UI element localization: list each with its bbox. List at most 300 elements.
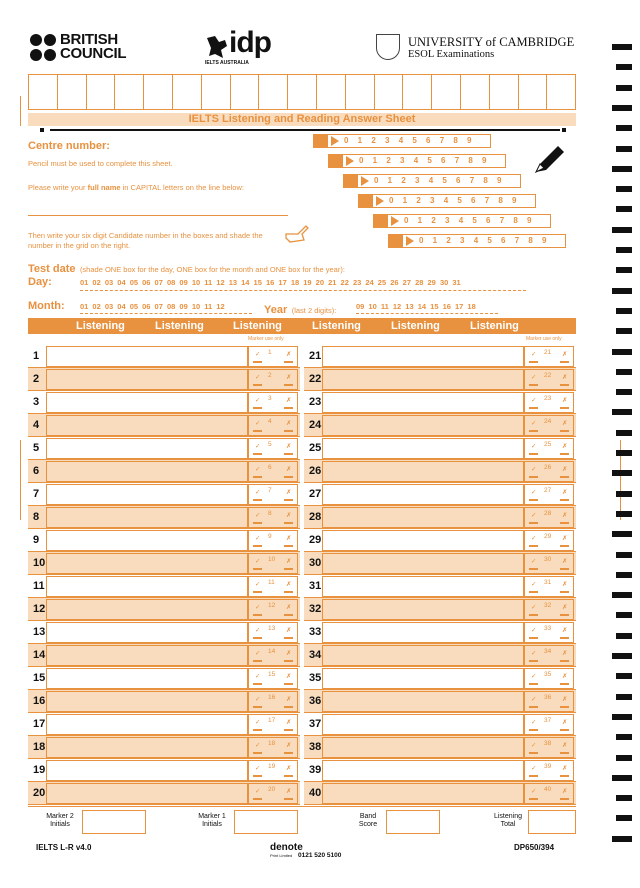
cross-shade[interactable] — [284, 407, 293, 409]
left-margin-mark-2 — [20, 440, 21, 520]
question-number: 24 — [309, 419, 322, 431]
tick-icon: ✓ — [255, 742, 261, 749]
marker-number: 14 — [268, 648, 276, 655]
digit-strip-4-digits: 0 1 2 3 4 5 6 7 8 9 — [389, 196, 517, 205]
cross-icon: ✗ — [562, 742, 568, 749]
cross-icon: ✗ — [286, 742, 292, 749]
answer-box[interactable] — [46, 438, 248, 459]
answer-box[interactable] — [46, 783, 248, 804]
marker-box[interactable] — [524, 645, 574, 666]
day-options[interactable]: 01 02 03 04 05 06 07 08 09 10 11 12 13 14 15 16 17 18 19 20 21 22 23 24 25 26 27 28 29 30 31 — [80, 278, 461, 287]
tick-icon: ✓ — [531, 512, 537, 519]
timing-mark — [612, 288, 632, 294]
marker-number: 10 — [268, 556, 276, 563]
marker-box[interactable] — [248, 576, 298, 597]
answer-box[interactable] — [322, 714, 524, 735]
marker-box[interactable] — [524, 484, 574, 505]
cross-shade[interactable] — [284, 384, 293, 386]
answer-box[interactable] — [46, 553, 248, 574]
digit-strip-1-digits: 0 1 2 3 4 5 6 7 8 9 — [344, 136, 472, 145]
cross-shade[interactable] — [284, 660, 293, 662]
marker-box[interactable] — [524, 599, 574, 620]
cross-shade[interactable] — [560, 591, 569, 593]
tick-shade[interactable] — [529, 752, 538, 754]
digit-strip-3[interactable] — [357, 174, 521, 188]
marker-box[interactable] — [524, 415, 574, 436]
tick-shade[interactable] — [253, 706, 262, 708]
answer-box[interactable] — [322, 530, 524, 551]
marker1-initials-box[interactable] — [234, 810, 298, 834]
digit-strip-1[interactable] — [327, 134, 491, 148]
marker-box[interactable] — [524, 392, 574, 413]
answer-box[interactable] — [322, 645, 524, 666]
tick-shade[interactable] — [253, 453, 262, 455]
answer-box[interactable] — [322, 484, 524, 505]
cross-icon: ✗ — [286, 397, 292, 404]
tick-shade[interactable] — [253, 361, 262, 363]
cross-shade[interactable] — [560, 384, 569, 386]
cross-shade[interactable] — [284, 614, 293, 616]
digit-strip-4[interactable] — [372, 194, 536, 208]
marker-number: 27 — [544, 487, 552, 494]
cross-shade[interactable] — [560, 361, 569, 363]
marker-number: 29 — [544, 533, 552, 540]
tick-icon: ✓ — [255, 397, 261, 404]
question-number: 4 — [33, 419, 40, 431]
cross-shade[interactable] — [560, 775, 569, 777]
cross-icon: ✗ — [562, 581, 568, 588]
footer-rule — [28, 806, 576, 807]
answer-box[interactable] — [322, 783, 524, 804]
marker-number: 8 — [268, 510, 272, 517]
marker-number: 36 — [544, 694, 552, 701]
marker-box[interactable] — [248, 622, 298, 643]
pencil-icon — [532, 142, 566, 178]
cross-icon: ✗ — [562, 673, 568, 680]
tick-icon: ✓ — [255, 673, 261, 680]
tick-shade[interactable] — [253, 407, 262, 409]
marker-box[interactable] — [248, 599, 298, 620]
question-number: 3 — [33, 396, 40, 408]
tick-shade[interactable] — [529, 407, 538, 409]
timing-mark — [616, 450, 632, 456]
tick-icon: ✓ — [531, 673, 537, 680]
question-number: 36 — [309, 695, 322, 707]
cross-shade[interactable] — [284, 798, 293, 800]
marker-box[interactable] — [524, 714, 574, 735]
answer-box[interactable] — [322, 346, 524, 367]
marker-box[interactable] — [248, 415, 298, 436]
idp-logo — [205, 26, 279, 66]
cross-shade[interactable] — [284, 545, 293, 547]
idp-subtitle: IELTS AUSTRALIA — [205, 60, 249, 66]
answer-box[interactable] — [46, 737, 248, 758]
marker-box[interactable] — [248, 530, 298, 551]
cross-icon: ✗ — [286, 788, 292, 795]
answer-box[interactable] — [46, 507, 248, 528]
question-number: 32 — [309, 603, 322, 615]
cross-icon: ✗ — [286, 696, 292, 703]
tick-shade[interactable] — [529, 361, 538, 363]
marker-box[interactable] — [524, 461, 574, 482]
cambridge-shield-icon — [376, 34, 400, 60]
marker-number: 13 — [268, 625, 276, 632]
timing-mark — [612, 775, 632, 781]
marker-use-right: Marker use only — [526, 336, 562, 342]
answer-box[interactable] — [46, 484, 248, 505]
question-number: 30 — [309, 557, 322, 569]
timing-mark — [612, 409, 632, 415]
cross-shade[interactable] — [284, 522, 293, 524]
question-number: 11 — [33, 580, 45, 592]
cross-shade[interactable] — [560, 568, 569, 570]
marker-box[interactable] — [524, 530, 574, 551]
bc-dots-icon — [30, 34, 56, 62]
answer-box[interactable] — [322, 369, 524, 390]
marker-box[interactable] — [248, 737, 298, 758]
tick-icon: ✓ — [531, 742, 537, 749]
question-number: 2 — [33, 373, 40, 385]
marker-box[interactable] — [524, 737, 574, 758]
marker-box[interactable] — [524, 369, 574, 390]
cross-icon: ✗ — [562, 443, 568, 450]
bc-line1: BRITISH — [60, 31, 118, 48]
question-number: 13 — [33, 626, 46, 638]
marker-number: 6 — [268, 464, 272, 471]
cross-icon: ✗ — [286, 374, 292, 381]
answer-box[interactable] — [322, 737, 524, 758]
tick-shade[interactable] — [529, 384, 538, 386]
cross-icon: ✗ — [286, 512, 292, 519]
cross-shade[interactable] — [560, 522, 569, 524]
month-options[interactable]: 01 02 03 04 05 06 07 08 09 10 11 12 — [80, 302, 225, 311]
marker-box[interactable] — [524, 438, 574, 459]
tick-shade[interactable] — [529, 430, 538, 432]
marker-number: 16 — [268, 694, 276, 701]
question-number: 35 — [309, 672, 322, 684]
question-number: 7 — [33, 488, 40, 500]
tick-shade[interactable] — [529, 545, 538, 547]
cross-shade[interactable] — [284, 683, 293, 685]
timing-mark — [616, 734, 632, 740]
question-number: 39 — [309, 764, 322, 776]
tick-shade[interactable] — [529, 568, 538, 570]
question-number: 34 — [309, 649, 322, 661]
marker-number: 17 — [268, 717, 276, 724]
rule-cap-left — [40, 128, 44, 132]
cross-icon: ✗ — [286, 351, 292, 358]
answer-box[interactable] — [46, 461, 248, 482]
tick-shade[interactable] — [529, 614, 538, 616]
digit-strip-5[interactable] — [387, 214, 551, 228]
question-number: 27 — [309, 488, 322, 500]
answer-box[interactable] — [46, 668, 248, 689]
cross-shade[interactable] — [284, 775, 293, 777]
question-number: 16 — [33, 695, 46, 707]
marker-number: 28 — [544, 510, 552, 517]
name-note-bold: full name — [87, 183, 121, 192]
cross-shade[interactable] — [560, 729, 569, 731]
cross-shade[interactable] — [560, 660, 569, 662]
cross-shade[interactable] — [560, 706, 569, 708]
marker-box[interactable] — [248, 714, 298, 735]
timing-mark — [616, 430, 632, 436]
tick-shade[interactable] — [253, 384, 262, 386]
cross-shade[interactable] — [284, 729, 293, 731]
marker-box[interactable] — [248, 668, 298, 689]
marker-number: 40 — [544, 786, 552, 793]
cross-icon: ✗ — [562, 627, 568, 634]
tick-shade[interactable] — [529, 591, 538, 593]
marker-box[interactable] — [248, 461, 298, 482]
tick-icon: ✓ — [255, 627, 261, 634]
cross-shade[interactable] — [560, 545, 569, 547]
marker-box[interactable] — [248, 346, 298, 367]
tick-shade[interactable] — [253, 660, 262, 662]
marker-box[interactable] — [248, 392, 298, 413]
tick-icon: ✓ — [255, 351, 261, 358]
tick-icon: ✓ — [531, 581, 537, 588]
tick-shade[interactable] — [529, 453, 538, 455]
cross-shade[interactable] — [560, 407, 569, 409]
cross-icon: ✗ — [562, 788, 568, 795]
tick-icon: ✓ — [531, 788, 537, 795]
marker-box[interactable] — [248, 760, 298, 781]
marker-box[interactable] — [524, 691, 574, 712]
tick-icon: ✓ — [255, 788, 261, 795]
cross-shade[interactable] — [284, 752, 293, 754]
cross-shade[interactable] — [560, 430, 569, 432]
tick-shade[interactable] — [253, 683, 262, 685]
cross-shade[interactable] — [560, 637, 569, 639]
tick-shade[interactable] — [253, 499, 262, 501]
month-shade-row — [80, 313, 252, 314]
timing-mark — [612, 44, 632, 50]
answer-box[interactable] — [322, 553, 524, 574]
name-write-line[interactable] — [28, 215, 288, 216]
cross-shade[interactable] — [560, 798, 569, 800]
tick-shade[interactable] — [253, 729, 262, 731]
header-listening-6: Listening — [470, 320, 519, 332]
marker1-label: Marker 1 Initials — [198, 813, 226, 828]
marker-number: 20 — [268, 786, 276, 793]
header-listening-1: Listening — [76, 320, 125, 332]
answer-box[interactable] — [322, 461, 524, 482]
tick-icon: ✓ — [255, 581, 261, 588]
answer-box[interactable] — [322, 576, 524, 597]
year-options[interactable]: 09 10 11 12 13 14 15 16 17 18 — [356, 302, 476, 311]
answer-box[interactable] — [322, 622, 524, 643]
tick-shade[interactable] — [529, 798, 538, 800]
digit-strip-6-digits: 0 1 2 3 4 5 6 7 8 9 — [419, 236, 547, 245]
answer-box[interactable] — [46, 415, 248, 436]
tick-icon: ✓ — [255, 489, 261, 496]
answer-box[interactable] — [322, 415, 524, 436]
answer-box[interactable] — [46, 576, 248, 597]
cross-icon: ✗ — [286, 765, 292, 772]
answer-box[interactable] — [46, 622, 248, 643]
marker-number: 22 — [544, 372, 552, 379]
cross-shade[interactable] — [560, 683, 569, 685]
cross-shade[interactable] — [284, 637, 293, 639]
marker-box[interactable] — [524, 668, 574, 689]
marker-box[interactable] — [248, 645, 298, 666]
marker-number: 39 — [544, 763, 552, 770]
answer-box[interactable] — [46, 645, 248, 666]
tick-shade[interactable] — [253, 568, 262, 570]
cross-shade[interactable] — [284, 430, 293, 432]
left-margin-mark — [20, 96, 21, 126]
tick-shade[interactable] — [253, 752, 262, 754]
cross-shade[interactable] — [284, 453, 293, 455]
cross-icon: ✗ — [286, 627, 292, 634]
timing-mark — [616, 85, 632, 91]
question-number: 14 — [33, 649, 46, 661]
marker-number: 19 — [268, 763, 276, 770]
cross-icon: ✗ — [562, 351, 568, 358]
answer-box[interactable] — [322, 668, 524, 689]
tick-shade[interactable] — [253, 545, 262, 547]
answer-box[interactable] — [322, 760, 524, 781]
answer-box[interactable] — [46, 369, 248, 390]
cross-icon: ✗ — [286, 466, 292, 473]
marker-box[interactable] — [248, 438, 298, 459]
cross-shade[interactable] — [284, 499, 293, 501]
marker-box[interactable] — [248, 507, 298, 528]
marker-box[interactable] — [524, 760, 574, 781]
timing-mark — [612, 836, 632, 842]
tick-icon: ✓ — [255, 696, 261, 703]
question-number: 33 — [309, 626, 322, 638]
timing-mark — [616, 64, 632, 70]
band-label: Band Score — [358, 813, 378, 828]
printer-sub: Print Limited — [270, 853, 293, 858]
tick-shade[interactable] — [529, 729, 538, 731]
tick-icon: ✓ — [531, 466, 537, 473]
cross-icon: ✗ — [286, 420, 292, 427]
timing-mark — [616, 694, 632, 700]
cross-shade[interactable] — [560, 499, 569, 501]
answer-box[interactable] — [46, 691, 248, 712]
cross-shade[interactable] — [284, 361, 293, 363]
marker-box[interactable] — [248, 484, 298, 505]
test-date-heading — [28, 259, 345, 277]
tick-shade[interactable] — [253, 798, 262, 800]
answer-box[interactable] — [46, 392, 248, 413]
tick-shade[interactable] — [529, 660, 538, 662]
cross-icon: ✗ — [562, 719, 568, 726]
timing-mark — [616, 369, 632, 375]
tick-shade[interactable] — [253, 591, 262, 593]
marker-box[interactable] — [524, 783, 574, 804]
tick-icon: ✓ — [531, 420, 537, 427]
marker-box[interactable] — [248, 369, 298, 390]
answer-box[interactable] — [322, 507, 524, 528]
marker-box[interactable] — [248, 553, 298, 574]
timing-mark — [616, 795, 632, 801]
cross-icon: ✗ — [286, 719, 292, 726]
question-number: 15 — [33, 672, 46, 684]
tick-shade[interactable] — [529, 706, 538, 708]
timing-mark — [612, 105, 632, 111]
marker-box[interactable] — [524, 346, 574, 367]
cross-shade[interactable] — [560, 752, 569, 754]
cross-shade[interactable] — [284, 476, 293, 478]
test-date-instruction: (shade ONE box for the day, ONE box for the month and ONE box for the year): — [79, 265, 345, 274]
question-number: 1 — [33, 350, 40, 362]
question-number: 12 — [33, 603, 46, 615]
tick-shade[interactable] — [253, 614, 262, 616]
tick-shade[interactable] — [253, 775, 262, 777]
answer-box[interactable] — [46, 530, 248, 551]
tick-shade[interactable] — [529, 683, 538, 685]
answer-box[interactable] — [46, 346, 248, 367]
cross-icon: ✗ — [286, 650, 292, 657]
cross-icon: ✗ — [286, 558, 292, 565]
version-label: IELTS L-R v4.0 — [36, 843, 92, 852]
header-listening-2: Listening — [155, 320, 204, 332]
answer-box[interactable] — [322, 438, 524, 459]
cross-icon: ✗ — [286, 443, 292, 450]
marker-box[interactable] — [524, 507, 574, 528]
cross-shade[interactable] — [284, 706, 293, 708]
digit-strip-2[interactable] — [342, 154, 506, 168]
tick-icon: ✓ — [255, 719, 261, 726]
tick-shade[interactable] — [529, 637, 538, 639]
table-header — [28, 318, 576, 334]
cross-icon: ✗ — [286, 489, 292, 496]
marker2-initials-box[interactable] — [82, 810, 146, 834]
marker-box[interactable] — [524, 576, 574, 597]
timing-mark — [616, 633, 632, 639]
tick-icon: ✓ — [255, 650, 261, 657]
cross-shade[interactable] — [284, 591, 293, 593]
tick-shade[interactable] — [529, 775, 538, 777]
cross-shade[interactable] — [284, 568, 293, 570]
tick-shade[interactable] — [253, 522, 262, 524]
digit-strip-6[interactable] — [402, 234, 566, 248]
tick-shade[interactable] — [253, 637, 262, 639]
marker-box[interactable] — [524, 622, 574, 643]
listening-total-box[interactable] — [528, 810, 576, 834]
header-rule — [50, 129, 560, 131]
marker-box[interactable] — [524, 553, 574, 574]
tick-shade[interactable] — [253, 430, 262, 432]
marker-box[interactable] — [248, 691, 298, 712]
year-heading — [264, 300, 336, 318]
cross-shade[interactable] — [560, 453, 569, 455]
answer-box[interactable] — [46, 599, 248, 620]
answer-box[interactable] — [322, 599, 524, 620]
tick-shade[interactable] — [529, 499, 538, 501]
cross-shade[interactable] — [560, 476, 569, 478]
answer-box[interactable] — [322, 392, 524, 413]
cross-shade[interactable] — [560, 614, 569, 616]
tick-shade[interactable] — [529, 476, 538, 478]
band-score-box[interactable] — [386, 810, 440, 834]
tick-shade[interactable] — [253, 476, 262, 478]
answer-box[interactable] — [46, 760, 248, 781]
answer-box[interactable] — [322, 691, 524, 712]
tick-icon: ✓ — [531, 719, 537, 726]
answer-box[interactable] — [46, 714, 248, 735]
tick-shade[interactable] — [529, 522, 538, 524]
marker-box[interactable] — [248, 783, 298, 804]
candidate-name-boxes[interactable] — [28, 74, 576, 110]
question-number: 37 — [309, 718, 322, 730]
question-number: 19 — [33, 764, 46, 776]
marker-number: 11 — [268, 579, 275, 586]
